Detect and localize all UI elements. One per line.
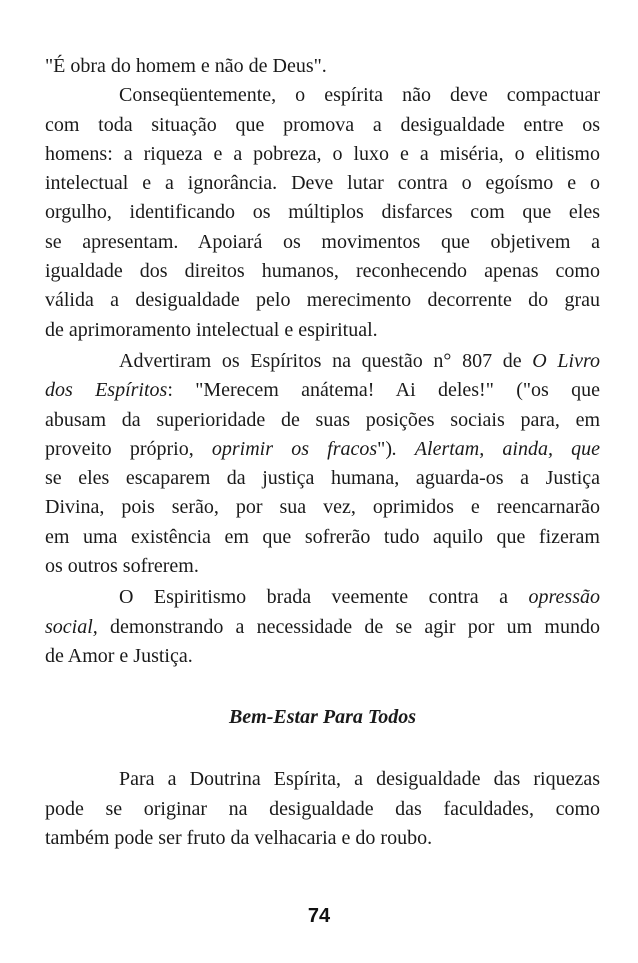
paragraph-line: orgulho, identificando os múltiplos disfarces com que eles bbox=[45, 201, 600, 224]
page-body bbox=[45, 52, 600, 853]
paragraph-line: pode se originar na desigualdade das faculdades, como bbox=[45, 797, 600, 820]
paragraph-warning bbox=[45, 347, 600, 581]
paragraph-line: de Amor e Justiça. bbox=[45, 644, 193, 667]
paragraph-wealth bbox=[45, 765, 600, 853]
text-run: O Espiritismo brada veemente contra a bbox=[119, 586, 529, 609]
emphasis-run: social, bbox=[45, 615, 98, 638]
paragraph-line: igualdade dos direitos humanos, reconhecendo apenas como bbox=[45, 260, 600, 283]
paragraph-line: também pode ser fruto da velhacaria e do roubo. bbox=[45, 826, 433, 849]
emphasis-run: . Alertam, ainda, que bbox=[391, 437, 601, 460]
paragraph-line: com toda situação que promova a desigualdade entre os bbox=[45, 113, 600, 136]
paragraph-line: os outros sofrerem. bbox=[45, 555, 199, 578]
paragraph-line bbox=[45, 347, 600, 376]
quote-line: "É obra do homem e não de Deus". bbox=[45, 55, 327, 77]
emphasis-run: oprimir os fracos bbox=[211, 437, 378, 460]
text-run: proveito próprio, bbox=[45, 437, 212, 460]
paragraph-line: Conseqüentemente, o espírita não deve compactuar bbox=[119, 84, 600, 107]
paragraph-line bbox=[45, 376, 600, 405]
paragraph-line: válida a desigualdade pelo merecimento decorrente do grau bbox=[45, 289, 600, 312]
paragraph-line: em uma existência em que sofrerão tudo aquilo que fizeram bbox=[45, 525, 600, 548]
text-run: demonstrando a necessidade de se agir por um mundo bbox=[97, 615, 600, 638]
book-title-run: dos Espíritos bbox=[45, 379, 168, 402]
paragraph-line: se apresentam. Apoiará os movimentos que objetivem a bbox=[45, 230, 600, 253]
paragraph-line: intelectual e a ignorância. Deve lutar contra o egoísmo e o bbox=[45, 172, 600, 195]
text-run: Advertiram os Espíritos na questão n° 807 de bbox=[119, 349, 533, 372]
paragraph-line: homens: a riqueza e a pobreza, o luxo e a miséria, o elitismo bbox=[45, 142, 600, 165]
book-title-run: O Livro bbox=[532, 349, 600, 372]
paragraph-line: Para a Doutrina Espírita, a desigualdade das riquezas bbox=[119, 768, 600, 791]
paragraph-line bbox=[45, 613, 600, 642]
section-heading: Bem-Estar Para Todos bbox=[228, 706, 417, 729]
paragraph-line bbox=[45, 435, 600, 464]
paragraph-spiritism bbox=[45, 583, 600, 671]
page-number: 74 bbox=[307, 905, 331, 927]
text-run: ") bbox=[377, 437, 392, 460]
text-run: : "Merecem anátema! Ai deles!" ("os que bbox=[167, 379, 600, 402]
paragraph-line: Divina, pois serão, por sua vez, oprimidos e reencarnarão bbox=[45, 496, 600, 519]
paragraph-consequences bbox=[45, 81, 600, 345]
paragraph-line: se eles escaparem da justiça humana, aguarda-os a Justiça bbox=[45, 467, 600, 490]
paragraph-line: abusam da superioridade de suas posições sociais para, em bbox=[45, 408, 600, 431]
paragraph-line: de aprimoramento intelectual e espiritual. bbox=[45, 318, 378, 341]
emphasis-run: opressão bbox=[528, 586, 600, 609]
paragraph-line bbox=[45, 583, 600, 612]
